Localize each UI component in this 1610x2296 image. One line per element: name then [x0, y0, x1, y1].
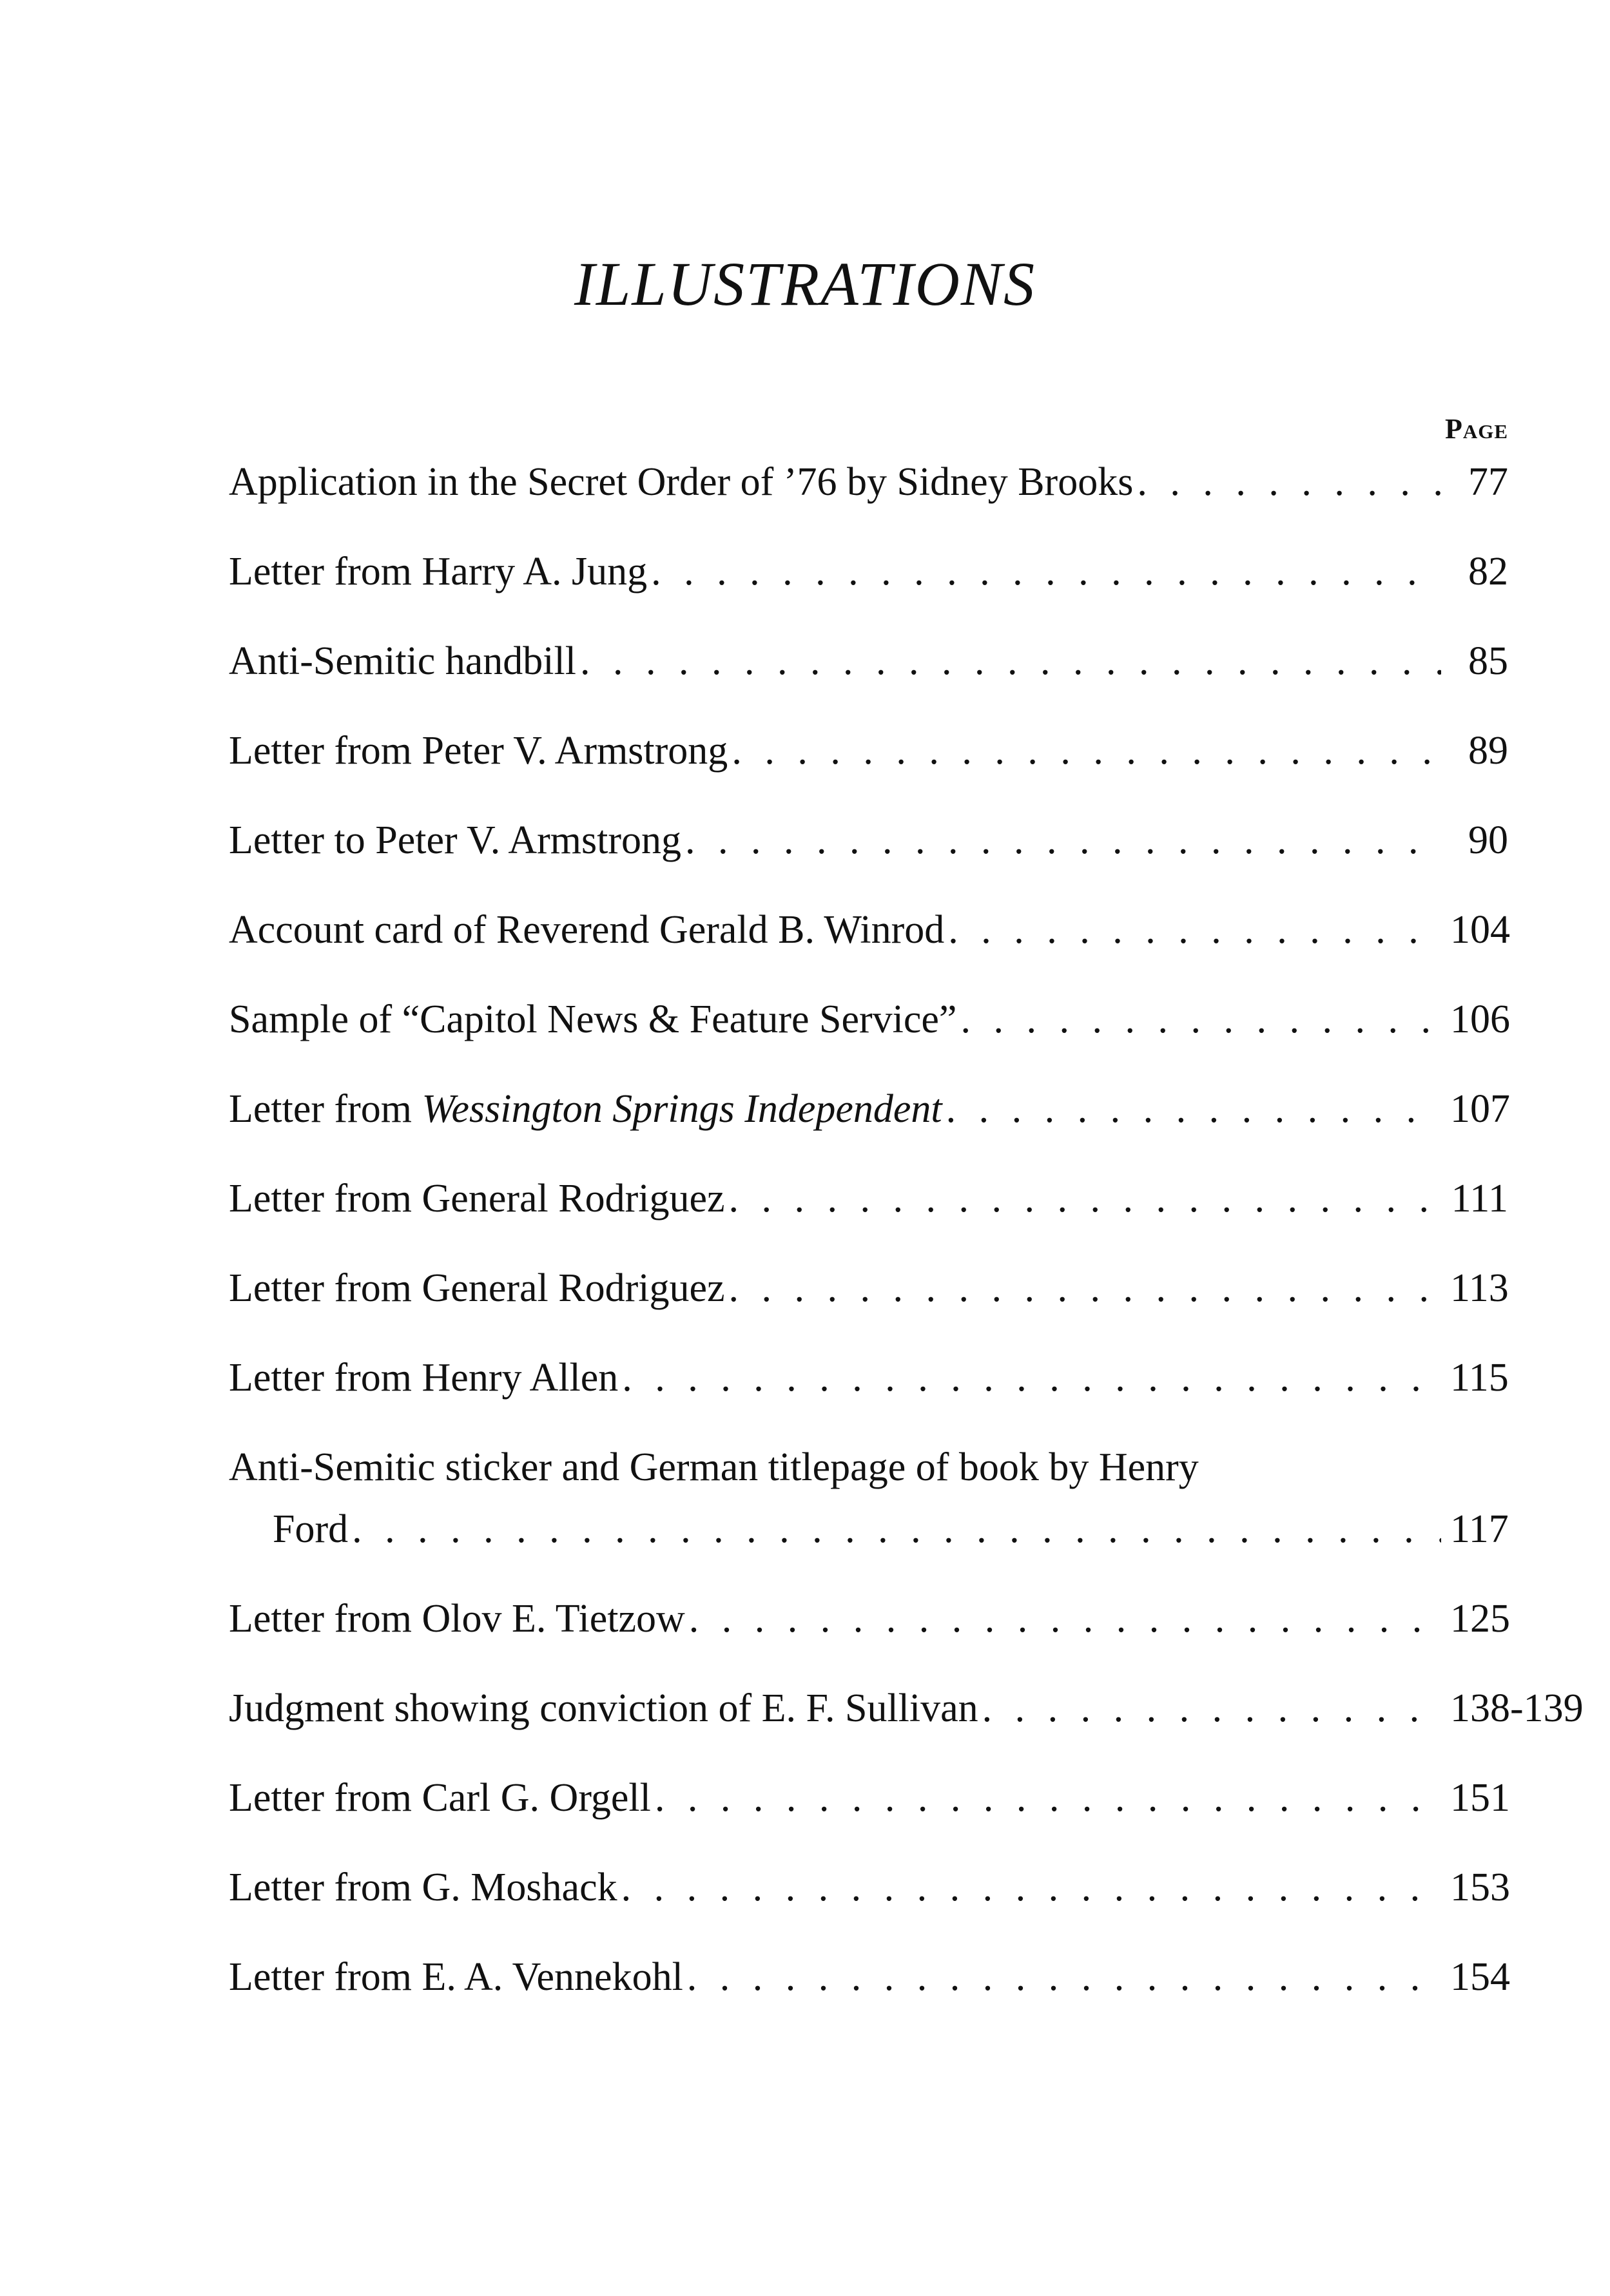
entry-continuation [229, 1498, 1508, 1560]
list-item [229, 1257, 1508, 1319]
entry-page-number: 89 [1468, 729, 1508, 773]
entry-title: Letter from E. A. Vennekohl [229, 1955, 683, 1999]
entry-title: Letter from Peter V. Armstrong [229, 729, 728, 773]
list-item [229, 1436, 1508, 1560]
entry-title: Letter from General Rodriguez [229, 1177, 725, 1220]
dot-leader [622, 1347, 1441, 1409]
dot-leader [685, 809, 1441, 871]
entry-title: Anti-Semitic handbill [229, 639, 576, 683]
list-item [229, 989, 1508, 1050]
entry-page-number: 111 [1451, 1177, 1508, 1220]
entry-page-number: 90 [1468, 818, 1508, 862]
dot-leader [689, 1588, 1441, 1650]
dot-leader [960, 989, 1441, 1050]
entry-page-number: 107 [1450, 1087, 1510, 1131]
entry-title: Letter from Harry A. Jung [229, 550, 648, 593]
entry-page-number: 154 [1450, 1955, 1510, 1999]
entry-title: Letter to Peter V. Armstrong [229, 818, 682, 862]
list-item [229, 630, 1508, 692]
dot-leader [946, 1078, 1441, 1140]
entry-page-number: 125 [1450, 1597, 1510, 1641]
illustrations-list [229, 451, 1584, 2036]
entry-title-prefix: Letter from [229, 1087, 422, 1131]
entry-page-number: 85 [1468, 639, 1508, 683]
entry-title: Letter from Carl G. Orgell [229, 1776, 651, 1820]
dot-leader [948, 899, 1441, 961]
entry-page-number: 153 [1450, 1866, 1510, 1909]
entry-title-italic: Wessington Springs Independent [422, 1087, 942, 1131]
list-item [229, 1857, 1508, 1918]
list-item [229, 1946, 1508, 2008]
dot-leader [1137, 451, 1441, 513]
list-item [229, 1767, 1508, 1829]
page-title: ILLUSTRATIONS [574, 249, 1036, 318]
entry-title: Letter from Henry Allen [229, 1356, 619, 1400]
list-item [229, 451, 1508, 513]
entry-title: Account card of Reverend Gerald B. Winrod [229, 908, 945, 952]
list-item [229, 1677, 1584, 1739]
entry-page-number: 138-139 [1450, 1686, 1584, 1730]
page-column-header: Page [1444, 413, 1508, 445]
dot-leader [687, 1946, 1441, 2008]
list-item [229, 720, 1508, 782]
dot-leader [651, 541, 1441, 603]
entry-title [229, 1078, 942, 1140]
list-item [229, 1078, 1508, 1140]
dot-leader [352, 1498, 1441, 1560]
list-item [229, 1168, 1508, 1230]
list-item [229, 899, 1508, 961]
entry-title: Application in the Secret Order of ’76 by Sidney Brooks [229, 460, 1134, 504]
list-item [229, 1347, 1508, 1409]
entry-title: Sample of “Capitol News & Feature Service” [229, 998, 957, 1041]
dot-leader [729, 1257, 1442, 1319]
dot-leader [655, 1767, 1441, 1829]
entry-page-number: 115 [1450, 1356, 1509, 1400]
dot-leader [580, 630, 1441, 692]
entry-page-number: 151 [1450, 1776, 1510, 1820]
list-item [229, 809, 1508, 871]
entry-title-line-2: Ford [273, 1507, 349, 1551]
entry-title: Letter from G. Moshack [229, 1866, 617, 1909]
entry-page-number: 104 [1450, 908, 1510, 952]
entry-title: Letter from Olov E. Tietzow [229, 1597, 685, 1641]
list-item [229, 541, 1508, 603]
entry-page-number: 117 [1450, 1507, 1509, 1551]
entry-title: Judgment showing conviction of E. F. Sullivan [229, 1686, 978, 1730]
dot-leader [732, 720, 1441, 782]
list-item [229, 1588, 1508, 1650]
dot-leader [982, 1677, 1441, 1739]
entry-title-line-1: Anti-Semitic sticker and German titlepage of book by Henry [229, 1445, 1199, 1489]
dot-leader [729, 1168, 1442, 1230]
entry-title: Letter from General Rodriguez [229, 1266, 725, 1310]
entry-page-number: 82 [1468, 550, 1508, 593]
dot-leader [621, 1857, 1441, 1918]
entry-page-number: 77 [1468, 460, 1508, 504]
entry-page-number: 113 [1450, 1266, 1509, 1310]
entry-page-number: 106 [1450, 998, 1510, 1041]
